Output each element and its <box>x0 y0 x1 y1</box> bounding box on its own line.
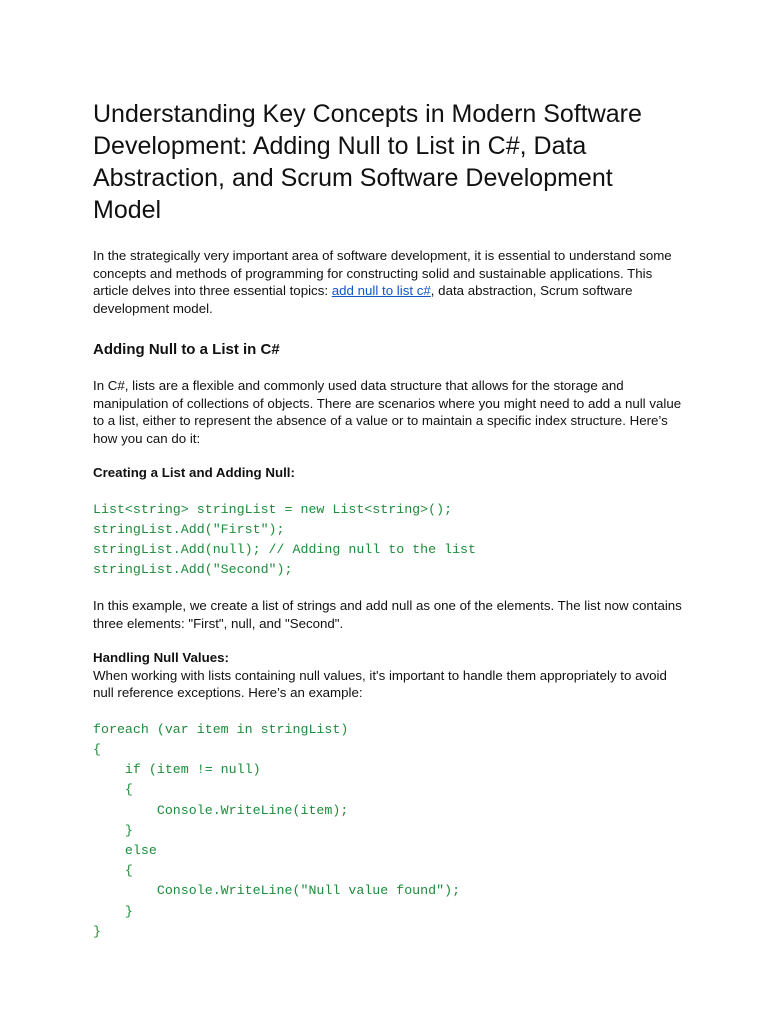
intro-paragraph <box>93 247 683 317</box>
code-block-create-list: List<string> stringList = new List<string>(); stringList.Add("First"); stringList.Add(null); // Adding null to the list stringList.Add("Second"); <box>93 501 477 578</box>
document-title: Understanding Key Concepts in Modern Software Development: Adding Null to List in C#, Data Abstraction, and Scrum Software Development Model <box>93 100 642 224</box>
subheading-creating-list: Creating a List and Adding Null: <box>93 465 295 480</box>
intro-text-end: , data abstraction, Scrum software development model. <box>93 283 633 316</box>
code-block-foreach: foreach (var item in stringList) { if (item != null) { Console.WriteLine(item); } else { Console.WriteLine("Null value found"); } } <box>93 721 461 939</box>
section-paragraph: In C#, lists are a flexible and commonly used data structure that allows for the storage and manipulation of collections of objects. There are scenarios where you might need to add a null value to a list, either to represent the absence of a value or to maintain a specific index structure. Here’s how you can do it: <box>93 378 682 446</box>
add-null-to-list-link[interactable]: add null to list c# <box>331 283 431 298</box>
subheading-handling-null: Handling Null Values: <box>93 650 229 666</box>
intro-text-start: In the strategically very important area of software development, it is essential to understand some concepts and methods of programming for constructing solid and sustainable applications. This article delves into three essential topics: <box>93 248 672 298</box>
example-explanation-paragraph: In this example, we create a list of strings and add null as one of the elements. The list now contains three elements: "First", null, and "Second". <box>93 598 682 631</box>
section-heading-adding-null: Adding Null to a List in C# <box>93 341 280 358</box>
handling-null-paragraph: When working with lists containing null values, it's important to handle them appropriately to avoid null reference exceptions. Here’s an example: <box>93 667 667 701</box>
document-page <box>93 98 683 942</box>
